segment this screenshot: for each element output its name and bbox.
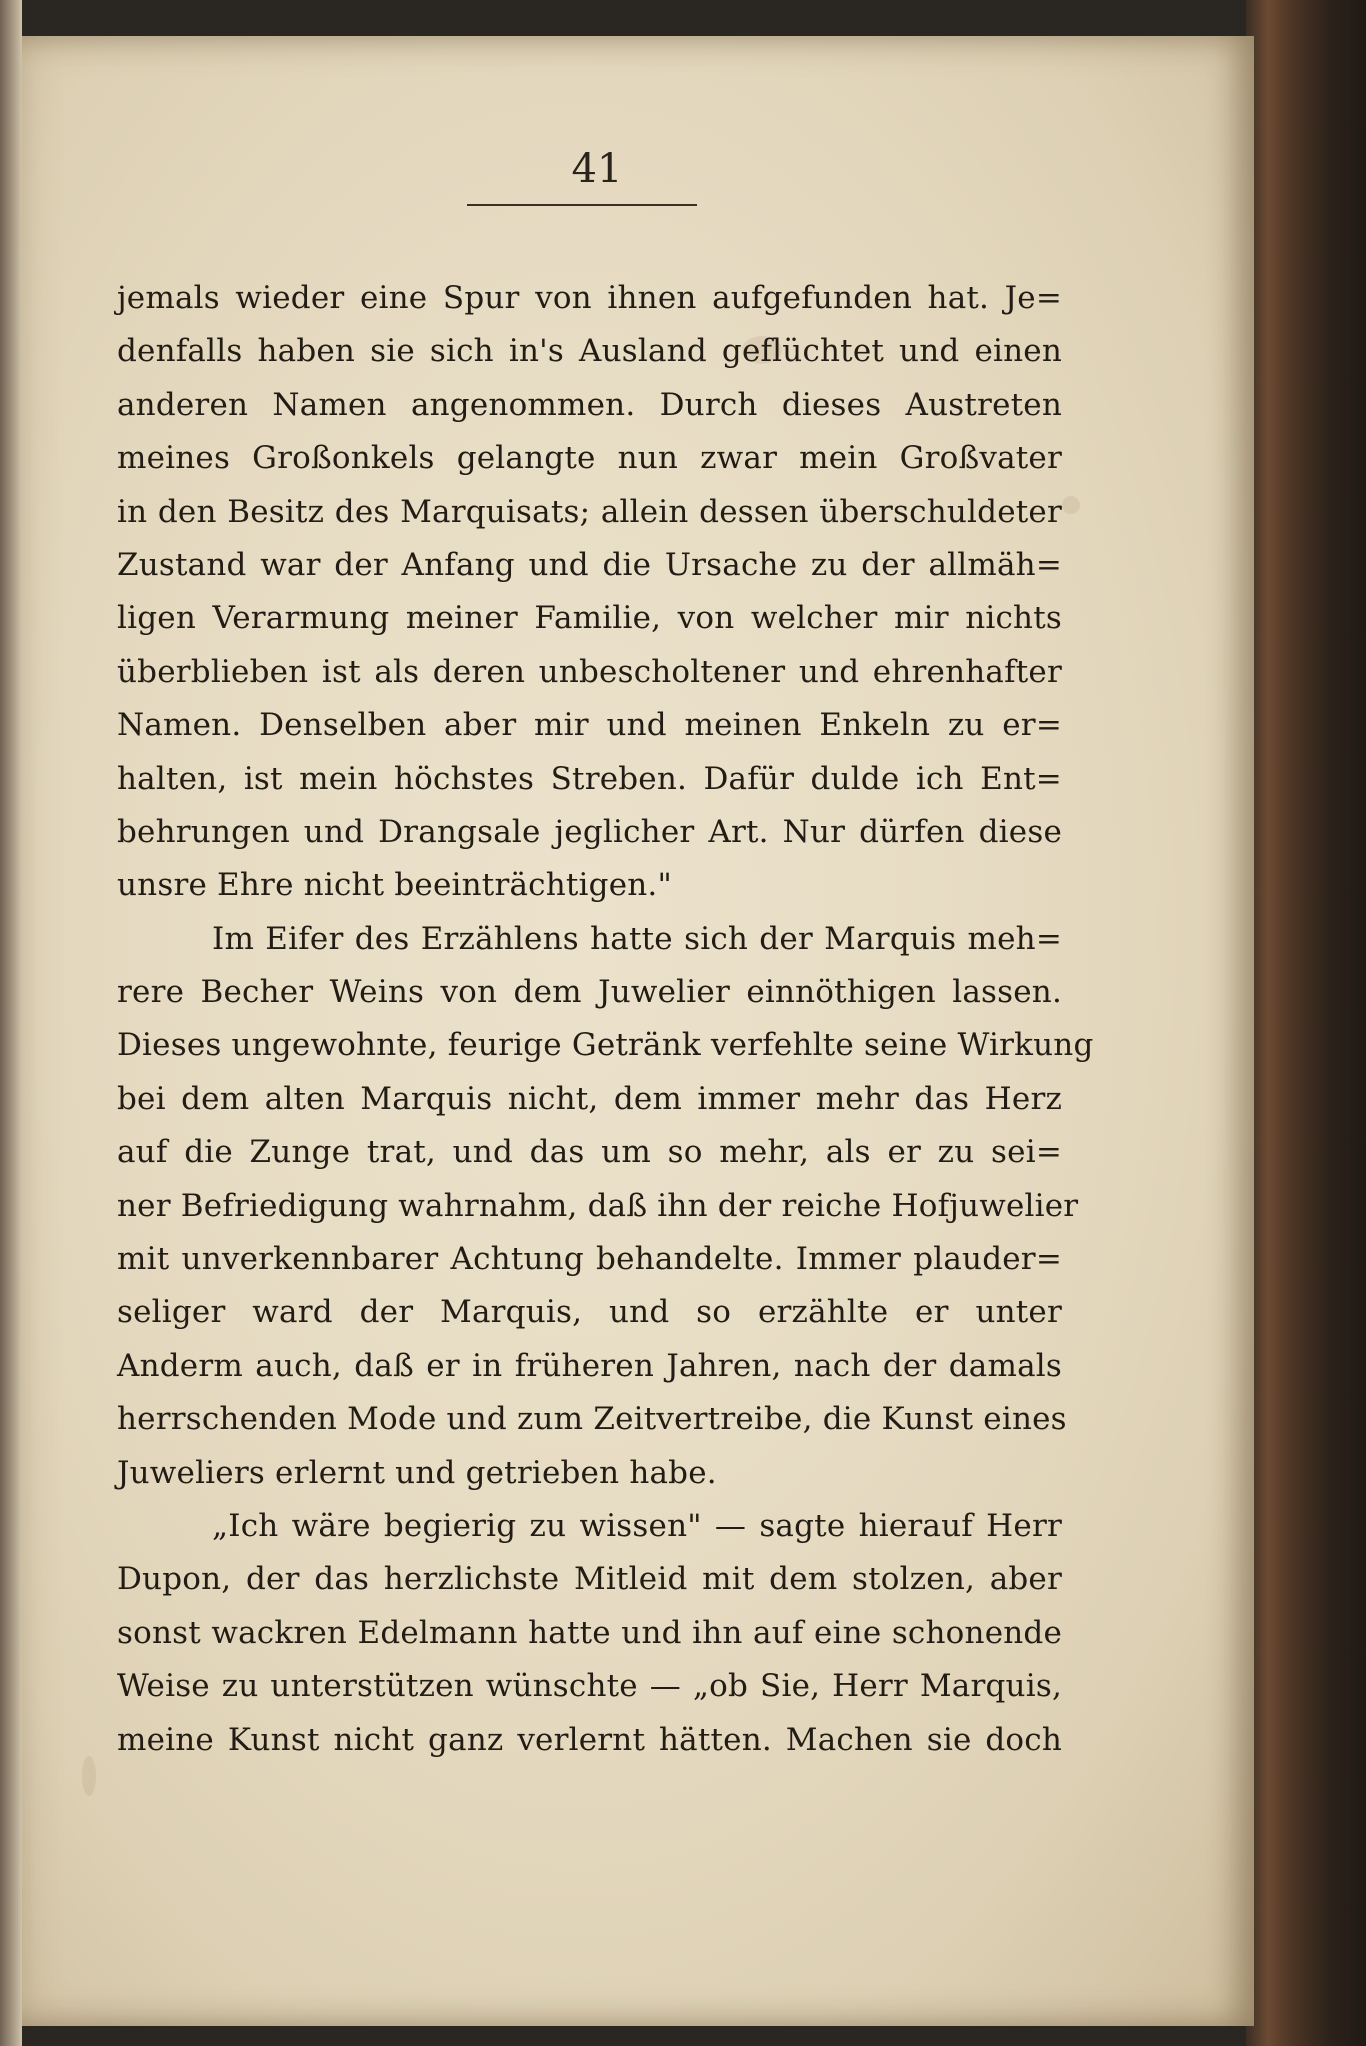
- text-line: bei dem alten Marquis nicht, dem immer mehr das Herz: [117, 1080, 1062, 1117]
- text-line: halten, ist mein höchstes Streben. Dafür dulde ich Ent=: [117, 760, 1062, 797]
- paper-stain: [82, 1756, 96, 1796]
- text-line: seliger ward der Marquis, und so erzählte er unter: [117, 1294, 1062, 1331]
- text-line: meine Kunst nicht ganz verlernt hätten. Machen sie doch: [117, 1721, 1062, 1758]
- text-line: herrschenden Mode und zum Zeitvertreibe, die Kunst eines: [117, 1401, 1067, 1438]
- text-line: Juweliers erlernt und getrieben habe.: [117, 1454, 717, 1491]
- text-line: behrungen und Drangsale jeglicher Art. Nur dürfen diese: [117, 813, 1062, 850]
- text-line: anderen Namen angenommen. Durch dieses Austreten: [117, 386, 1062, 423]
- header-rule: [467, 204, 697, 206]
- body-text: [117, 272, 1094, 1767]
- text-line: jemals wieder eine Spur von ihnen aufgefunden hat. Je=: [117, 280, 1062, 316]
- paper-stain: [1062, 496, 1080, 514]
- text-line: unsre Ehre nicht beeinträchtigen.": [117, 867, 672, 904]
- text-line: auf die Zunge trat, und das um so mehr, als er zu sei=: [117, 1134, 1062, 1171]
- text-line: denfalls haben sie sich in's Ausland geflüchtet und einen: [117, 333, 1062, 370]
- page-number: 41: [571, 146, 623, 192]
- book-page: [22, 36, 1254, 2026]
- text-line: Dieses ungewohnte, feurige Getränk verfehlte seine Wirkung: [117, 1027, 1094, 1064]
- text-line: meines Großonkels gelangte nun zwar mein Großvater: [117, 440, 1062, 477]
- text-line: Zustand war der Anfang und die Ursache zu der allmäh=: [117, 546, 1062, 583]
- text-line: ligen Verarmung meiner Familie, von welcher mir nichts: [117, 600, 1062, 637]
- text-line: mit unverkennbarer Achtung behandelte. Immer plauder=: [117, 1241, 1062, 1278]
- text-line: in den Besitz des Marquisats; allein dessen überschuldeter: [117, 493, 1062, 530]
- text-line: sonst wackren Edelmann hatte und ihn auf eine schonende: [117, 1614, 1062, 1651]
- book-cover-edge: [1246, 0, 1366, 2046]
- text-line: Weise zu unterstützen wünschte — „ob Sie, Herr Marquis,: [117, 1668, 1062, 1705]
- text-line: Dupon, der das herzlichste Mitleid mit dem stolzen, aber: [117, 1561, 1062, 1598]
- text-line: Namen. Denselben aber mir und meinen Enkeln zu er=: [117, 707, 1062, 744]
- text-line: Im Eifer des Erzählens hatte sich der Marquis meh=: [212, 920, 1062, 957]
- text-line: „Ich wäre begierig zu wissen" — sagte hierauf Herr: [212, 1507, 1062, 1544]
- text-line: ner Befriedigung wahrnahm, daß ihn der reiche Hofjuwelier: [117, 1187, 1079, 1224]
- text-line: Anderm auch, daß er in früheren Jahren, nach der damals: [117, 1347, 1062, 1384]
- text-line: rere Becher Weins von dem Juwelier einnöthigen lassen.: [117, 974, 1062, 1011]
- text-line: überblieben ist als deren unbescholtener und ehrenhafter: [117, 653, 1062, 690]
- adjacent-page-edge: [0, 0, 22, 2046]
